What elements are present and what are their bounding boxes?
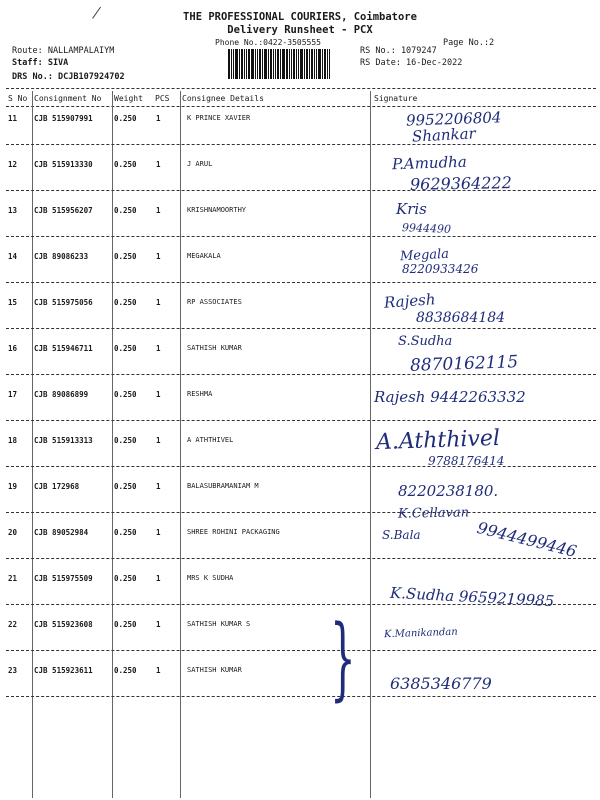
row-weight: 0.250 (114, 252, 137, 261)
col-consignment-header: Consignment No (34, 94, 102, 103)
row-pcs: 1 (156, 160, 161, 169)
row-pcs: 1 (156, 436, 161, 445)
rs-number: RS No.: 1079247 (360, 46, 437, 56)
row-consignee: MRS K SUDHA (187, 574, 234, 582)
row-consignee: K PRINCE XAVIER (187, 114, 251, 122)
row-consignee: SATHISH KUMAR (187, 666, 242, 674)
row-divider (6, 190, 596, 191)
row-sno: 12 (8, 160, 18, 169)
handwritten-signature: K.Manikandan (383, 626, 458, 641)
company-title: THE PROFESSIONAL COURIERS, Coimbatore (183, 11, 417, 23)
row-sno: 18 (8, 436, 18, 445)
row-pcs: 1 (156, 252, 161, 261)
row-consignment-no: CJB 515956207 (34, 206, 93, 215)
row-consignee: SATHISH KUMAR (187, 344, 242, 352)
row-weight: 0.250 (114, 436, 137, 445)
row-pcs: 1 (156, 666, 161, 675)
row-divider (6, 696, 596, 697)
handwritten-signature: Shankar (411, 124, 477, 146)
row-weight: 0.250 (114, 620, 137, 629)
col-sno-header: S No (8, 94, 28, 103)
row-divider (6, 558, 596, 559)
barcode (228, 49, 352, 79)
row-consignee: KRISHNAMOORTHY (187, 206, 247, 214)
row-consignee: A ATHTHIVEL (187, 436, 234, 444)
row-weight: 0.250 (114, 390, 137, 399)
handwritten-signature: 9788176414 (428, 454, 505, 468)
handwritten-signature: Megala (399, 246, 450, 265)
row-pcs: 1 (156, 574, 161, 583)
row-sno: 21 (8, 574, 18, 583)
page-number: Page No.:2 (443, 38, 495, 48)
col-weight-header: Weight (114, 94, 143, 103)
row-sno: 16 (8, 344, 18, 353)
row-consignee: J ARUL (187, 160, 213, 168)
column-line (112, 91, 113, 798)
row-consignment-no: CJB 89086899 (34, 390, 89, 399)
handwritten-signature: A.Aththivel (375, 425, 501, 456)
row-consignee: SHREE ROHINI PACKAGING (187, 528, 280, 536)
row-consignment-no: CJB 515913313 (34, 436, 93, 445)
handwritten-signature: 9629364222 (409, 173, 512, 194)
row-consignee: BALASUBRAMANIAM M (187, 482, 259, 490)
handwritten-signature: 6385346779 (390, 674, 492, 693)
row-sno: 23 (8, 666, 18, 675)
row-divider (6, 466, 596, 467)
row-consignment-no: CJB 515913330 (34, 160, 93, 169)
col-consignee-header: Consignee Details (182, 94, 264, 103)
row-divider (6, 144, 596, 145)
handwritten-signature: S.Sudha (398, 334, 453, 349)
handwritten-signature: 9952206804 (405, 108, 502, 130)
row-divider (6, 604, 596, 605)
row-pcs: 1 (156, 114, 161, 123)
handwritten-signature: P.Amudha (391, 152, 468, 174)
row-divider (6, 512, 596, 513)
signature-brace: } (330, 606, 356, 711)
handwritten-signature: Rajesh 9442263332 (374, 388, 526, 406)
column-line (32, 91, 33, 798)
row-divider (6, 650, 596, 651)
row-divider (6, 328, 596, 329)
row-consignment-no: CJB 515975509 (34, 574, 93, 583)
row-pcs: 1 (156, 298, 161, 307)
handwritten-signature: Kris (396, 200, 427, 218)
row-pcs: 1 (156, 344, 161, 353)
row-weight: 0.250 (114, 528, 137, 537)
row-consignment-no: CJB 515946711 (34, 344, 93, 353)
row-pcs: 1 (156, 482, 161, 491)
handwritten-signature: K.Cellavan (397, 505, 470, 522)
row-weight: 0.250 (114, 206, 137, 215)
drs-number: DRS No.: DCJB107924702 (12, 72, 125, 82)
row-divider (6, 420, 596, 421)
column-line (370, 91, 371, 798)
rs-date: RS Date: 16-Dec-2022 (360, 58, 463, 68)
row-sno: 19 (8, 482, 18, 491)
col-signature-header: Signature (374, 94, 418, 103)
row-sno: 14 (8, 252, 18, 261)
handwritten-signature: 8220933426 (402, 262, 479, 276)
row-consignee: RP ASSOCIATES (187, 298, 242, 306)
sheet-title: Delivery Runsheet - PCX (227, 24, 373, 36)
phone-number: Phone No.:0422-3505555 (215, 38, 321, 47)
col-pcs-header: PCS (155, 94, 170, 103)
route-label: Route: NALLAMPALAIYM (12, 46, 115, 56)
handwritten-signature: 8220238180. (398, 482, 499, 500)
staff-label: Staff: SIVA (12, 58, 69, 68)
row-weight: 0.250 (114, 298, 137, 307)
divider (6, 106, 596, 107)
row-consignment-no: CJB 515923611 (34, 666, 93, 675)
row-consignment-no: CJB 515975056 (34, 298, 93, 307)
row-weight: 0.250 (114, 160, 137, 169)
row-divider (6, 236, 596, 237)
row-consignment-no: CJB 515923608 (34, 620, 93, 629)
row-consignment-no: CJB 172968 (34, 482, 80, 491)
handwritten-signature: 9944499446 (475, 517, 579, 562)
handwritten-signature: 9944490 (401, 221, 452, 236)
row-pcs: 1 (156, 620, 161, 629)
row-sno: 20 (8, 528, 18, 537)
row-sno: 22 (8, 620, 18, 629)
row-consignee: MEGAKALA (187, 252, 221, 260)
handwritten-signature: Rajesh (383, 290, 437, 312)
row-sno: 11 (8, 114, 18, 123)
row-consignment-no: CJB 515907991 (34, 114, 93, 123)
row-consignee: RESHMA (187, 390, 213, 398)
handwritten-signature: 8870162115 (409, 352, 519, 376)
row-divider (6, 374, 596, 375)
handwritten-signature: K.Sudha 9659219985 (389, 583, 555, 611)
row-weight: 0.250 (114, 344, 137, 353)
row-sno: 13 (8, 206, 18, 215)
row-consignment-no: CJB 89052984 (34, 528, 89, 537)
row-sno: 17 (8, 390, 18, 399)
handwritten-signature: 8838684184 (416, 310, 506, 326)
row-weight: 0.250 (114, 482, 137, 491)
handwritten-signature: S.Bala (382, 528, 421, 542)
column-line (180, 91, 181, 798)
row-weight: 0.250 (114, 114, 137, 123)
row-pcs: 1 (156, 390, 161, 399)
divider (6, 88, 596, 89)
row-weight: 0.250 (114, 574, 137, 583)
row-weight: 0.250 (114, 666, 137, 675)
row-consignee: SATHISH KUMAR S (187, 620, 251, 628)
row-consignment-no: CJB 89086233 (34, 252, 89, 261)
row-pcs: 1 (156, 528, 161, 537)
row-pcs: 1 (156, 206, 161, 215)
row-divider (6, 282, 596, 283)
row-sno: 15 (8, 298, 18, 307)
